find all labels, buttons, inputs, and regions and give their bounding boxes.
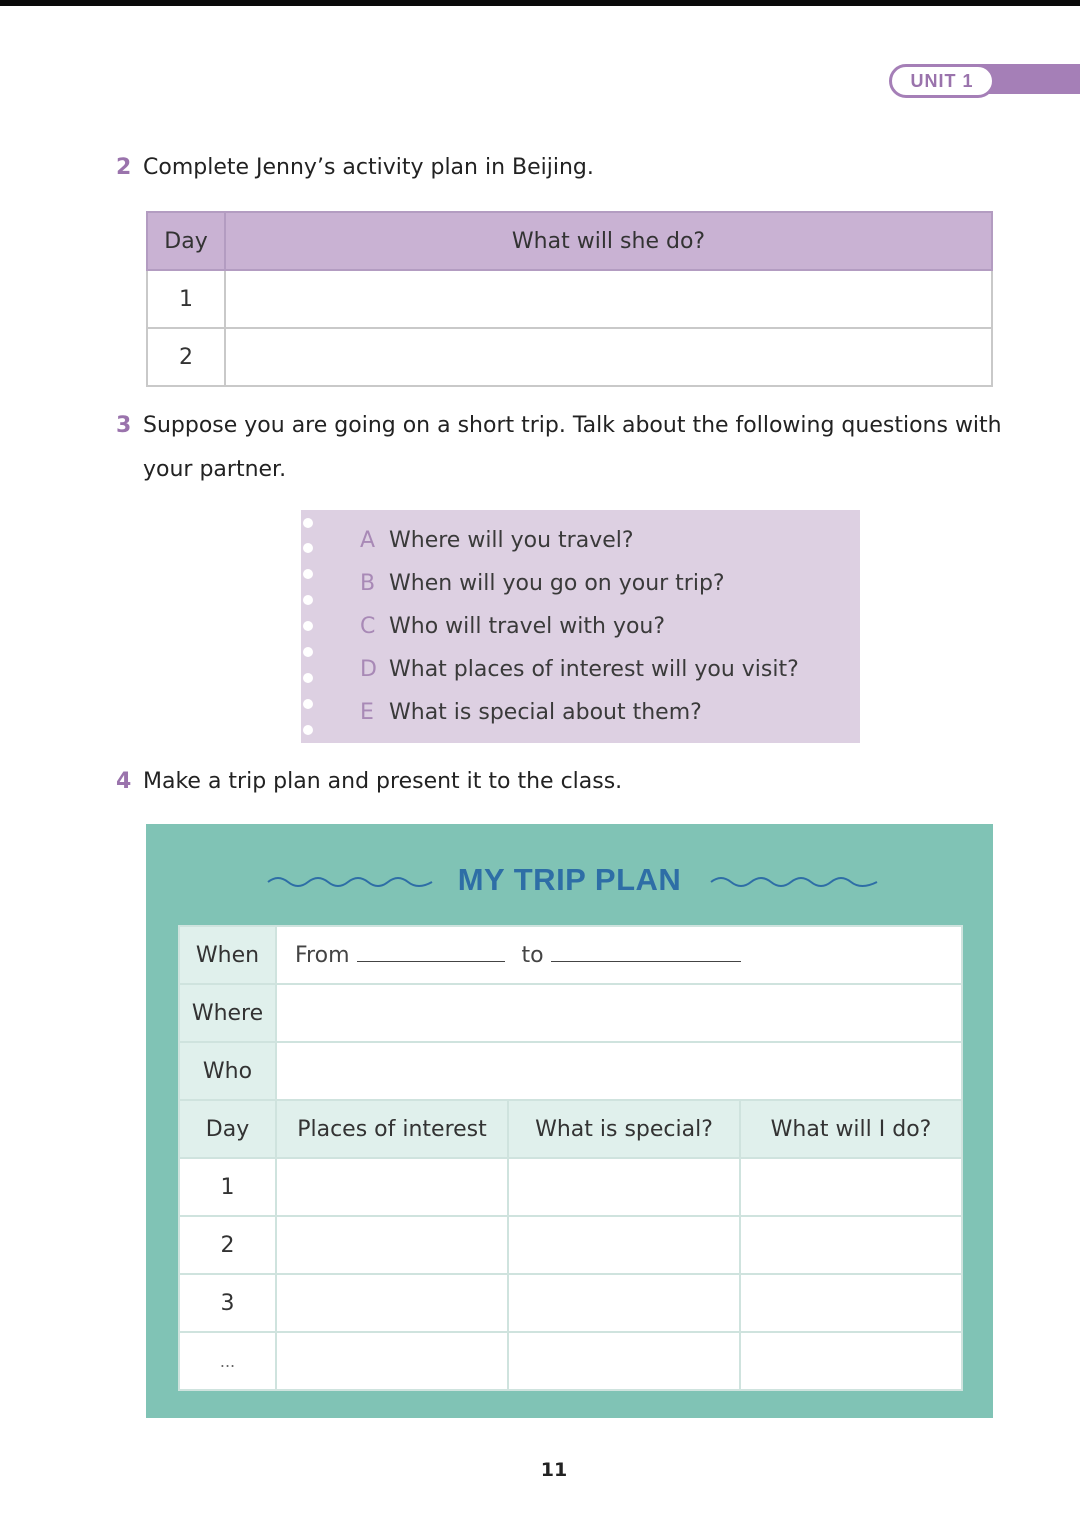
unit-tab: UNIT 1: [889, 64, 995, 98]
task-number: 3: [116, 413, 132, 438]
day-cell: ...: [179, 1332, 276, 1390]
when-row: [179, 926, 962, 984]
question-item: [360, 528, 634, 553]
question-text: Where will you travel?: [389, 528, 634, 553]
where-row: [179, 984, 962, 1042]
activity-cell[interactable]: [225, 328, 992, 386]
day-cell: 3: [179, 1274, 276, 1332]
activity-cell[interactable]: [740, 1332, 962, 1390]
trip-plan-table: [178, 925, 963, 1391]
table-row: [179, 1216, 962, 1274]
task-number: 4: [116, 769, 132, 794]
task-instruction: Complete Jenny’s activity plan in Beijing.: [143, 155, 594, 180]
question-item: [360, 614, 665, 639]
where-label: Where: [179, 984, 276, 1042]
question-text: Who will travel with you?: [389, 614, 666, 639]
question-text: What is special about them?: [389, 700, 702, 725]
activity-cell[interactable]: [740, 1274, 962, 1332]
question-item: [360, 700, 702, 725]
day-cell: 2: [179, 1216, 276, 1274]
to-label: to: [521, 942, 544, 968]
who-label: Who: [179, 1042, 276, 1100]
task-3-heading: [116, 413, 1002, 438]
task-instruction-line2: your partner.: [143, 457, 287, 482]
who-field[interactable]: [276, 1042, 962, 1100]
table-row: [147, 328, 992, 386]
task-number: 2: [116, 155, 132, 180]
table-header-row: [147, 212, 992, 270]
places-cell[interactable]: [276, 1216, 508, 1274]
header-day: Day: [147, 212, 225, 270]
activity-plan-table: [146, 211, 993, 387]
where-field[interactable]: [276, 984, 962, 1042]
activity-cell[interactable]: [740, 1158, 962, 1216]
question-text: What places of interest will you visit?: [389, 657, 799, 682]
table-row: [179, 1332, 962, 1390]
day-cell: 1: [179, 1158, 276, 1216]
question-item: [360, 657, 799, 682]
header-day: Day: [179, 1100, 276, 1158]
who-row: [179, 1042, 962, 1100]
special-cell[interactable]: [508, 1216, 740, 1274]
day-cell: 2: [147, 328, 225, 386]
trip-plan-title: MY TRIP PLAN: [457, 862, 682, 897]
when-label: When: [179, 926, 276, 984]
question-letter: A: [360, 528, 376, 553]
places-cell[interactable]: [276, 1332, 508, 1390]
table-row: [179, 1158, 962, 1216]
question-letter: C: [360, 614, 376, 639]
header-special: What is special?: [508, 1100, 740, 1158]
table-row: [179, 1274, 962, 1332]
task-3-heading-cont: [143, 457, 286, 482]
header-places: Places of interest: [276, 1100, 508, 1158]
day-cell: 1: [147, 270, 225, 328]
table-row: [147, 270, 992, 328]
places-cell[interactable]: [276, 1158, 508, 1216]
question-letter: D: [360, 657, 377, 682]
activity-cell[interactable]: [740, 1216, 962, 1274]
places-cell[interactable]: [276, 1274, 508, 1332]
question-letter: B: [360, 571, 376, 596]
special-cell[interactable]: [508, 1158, 740, 1216]
task-2-heading: [116, 155, 594, 180]
header-activity: What will she do?: [225, 212, 992, 270]
top-border: [0, 0, 1080, 6]
wave-right-icon: [709, 872, 879, 892]
questions-card: [295, 510, 860, 743]
question-item: [360, 571, 725, 596]
notebook-binding-icon: [295, 510, 315, 743]
task-instruction: Make a trip plan and present it to the class.: [143, 769, 623, 794]
header-activity: What will I do?: [740, 1100, 962, 1158]
task-4-heading: [116, 769, 622, 794]
task-instruction-line1: Suppose you are going on a short trip. Talk about the following questions with: [143, 413, 1002, 438]
when-field: [276, 926, 962, 984]
question-letter: E: [360, 700, 374, 725]
to-blank[interactable]: [551, 943, 741, 962]
special-cell[interactable]: [508, 1332, 740, 1390]
activity-cell[interactable]: [225, 270, 992, 328]
page-number: 11: [540, 1459, 568, 1481]
table-header-row: [179, 1100, 962, 1158]
special-cell[interactable]: [508, 1274, 740, 1332]
question-text: When will you go on your trip?: [389, 571, 725, 596]
from-blank[interactable]: [357, 943, 505, 962]
from-label: From: [295, 942, 350, 968]
